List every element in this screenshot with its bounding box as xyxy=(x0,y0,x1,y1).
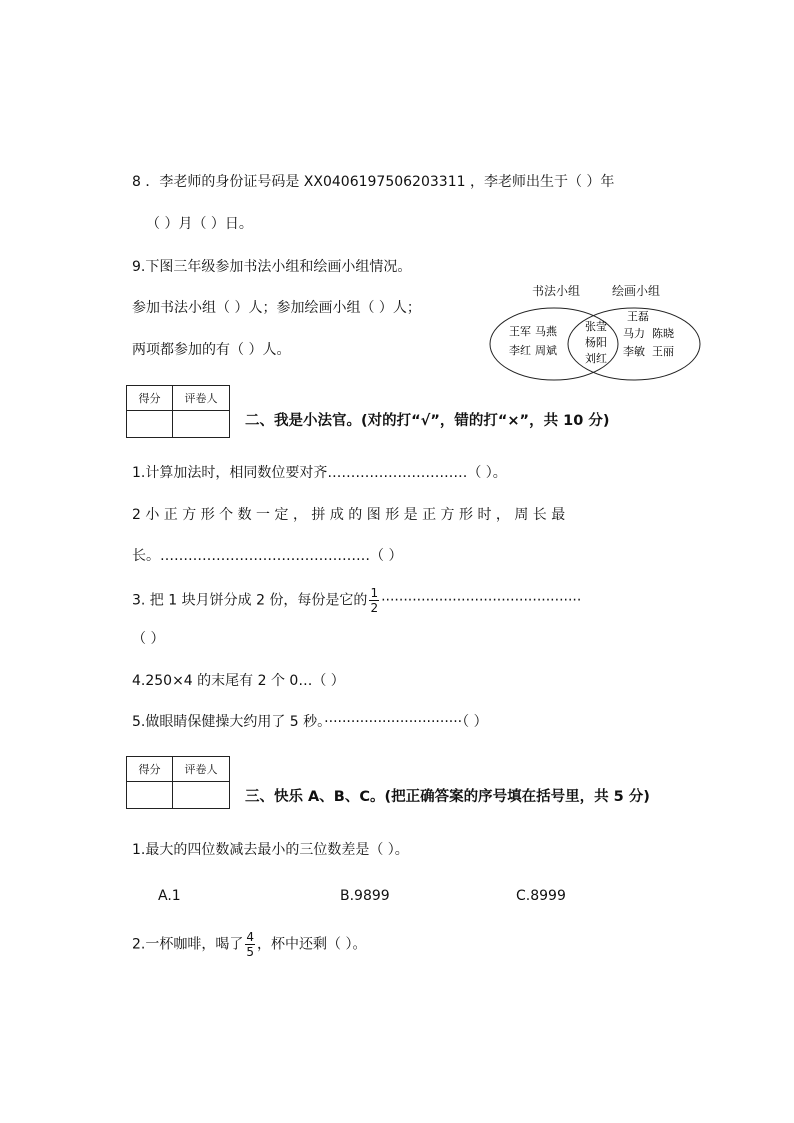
score-table xyxy=(126,385,230,438)
section3-q2-after: ，杯中还剩（ ）。 xyxy=(257,936,367,953)
venn-right-name: 陈晓 xyxy=(652,327,674,340)
venn-label-right: 绘画小组 xyxy=(611,284,661,298)
section2-item3-answer: （ ） xyxy=(132,631,165,647)
section2-item3-dots: ············································· xyxy=(381,592,582,609)
grader-cell[interactable] xyxy=(173,411,230,438)
q9-title: 9.下图三年级参加书法小组和绘画小组情况。 xyxy=(132,259,412,275)
venn-right-name: 李敏 xyxy=(623,345,645,358)
score-cell[interactable] xyxy=(127,411,173,438)
section2-heading: 二、我是小法官。(对的打“√”，错的打“×”，共 10 分) xyxy=(245,413,610,429)
option-a: A.1 xyxy=(158,888,181,904)
venn-both-name: 刘红 xyxy=(585,352,607,365)
grader-cell[interactable] xyxy=(173,782,230,809)
section3-heading: 三、快乐 A、B、C。(把正确答案的序号填在括号里，共 5 分) xyxy=(245,789,650,805)
option-c: C.8999 xyxy=(516,888,566,904)
section3-q2-before: 2.一杯咖啡，喝了 xyxy=(132,936,244,953)
section2-item1: 1.计算加法时，相同数位要对齐…………………………（ ）。 xyxy=(132,465,507,481)
fraction-four-fifths xyxy=(245,930,255,959)
section2-item5: 5.做眼睛保健操大约用了 5 秒。·······························（ ） xyxy=(132,714,488,730)
option-b: B.9899 xyxy=(340,888,390,904)
section2-item3-text: 3. 把 1 块月饼分成 2 份，每份是它的 xyxy=(132,592,368,609)
q9-line1: 参加书法小组（ ）人；参加绘画小组（ ）人； xyxy=(132,300,421,316)
venn-right-name: 王丽 xyxy=(652,345,674,358)
venn-label-left: 书法小组 xyxy=(531,284,581,298)
venn-both-name: 张莹 xyxy=(585,320,607,333)
section2-item3 xyxy=(132,586,581,615)
q8-line2: （ ）月（ ）日。 xyxy=(146,216,253,232)
venn-left-name: 王军 xyxy=(509,325,531,338)
venn-right-name: 王磊 xyxy=(627,310,649,323)
fraction-denominator: 2 xyxy=(370,601,379,615)
fraction-denominator: 5 xyxy=(246,945,254,959)
venn-left-name: 周斌 xyxy=(535,344,557,357)
venn-diagram xyxy=(486,280,706,384)
venn-both-name: 杨阳 xyxy=(585,336,607,349)
fraction-one-half xyxy=(369,586,379,615)
section2-item2: 2 小 正 方 形 个 数 一 定 ， 拼 成 的 图 形 是 正 方 形 时 ， 周 长 最 xyxy=(132,507,566,523)
section2-item4: 4.250×4 的末尾有 2 个 0…（ ） xyxy=(132,673,345,689)
venn-left-name: 李红 xyxy=(509,344,531,357)
grader-header: 评卷人 xyxy=(173,757,230,782)
score-table xyxy=(126,756,230,809)
section2-item2-cont: 长。………………………………………（ ） xyxy=(132,548,403,564)
score-cell[interactable] xyxy=(127,782,173,809)
section3-q2 xyxy=(132,930,366,959)
score-header: 得分 xyxy=(127,757,173,782)
grader-header: 评卷人 xyxy=(173,386,230,411)
venn-left-name: 马燕 xyxy=(535,325,557,338)
q9-line2: 两项都参加的有（ ）人。 xyxy=(132,342,291,358)
venn-right-name: 马力 xyxy=(623,327,645,340)
fraction-numerator: 1 xyxy=(370,586,379,600)
score-header: 得分 xyxy=(127,386,173,411)
section3-q1: 1.最大的四位数减去最小的三位数差是（ ）。 xyxy=(132,842,409,858)
fraction-numerator: 4 xyxy=(246,930,254,944)
q8-line1: 8 ．李老师的身份证号码是 XX0406197506203311 ，李老师出生于（ ）年 xyxy=(132,174,615,190)
